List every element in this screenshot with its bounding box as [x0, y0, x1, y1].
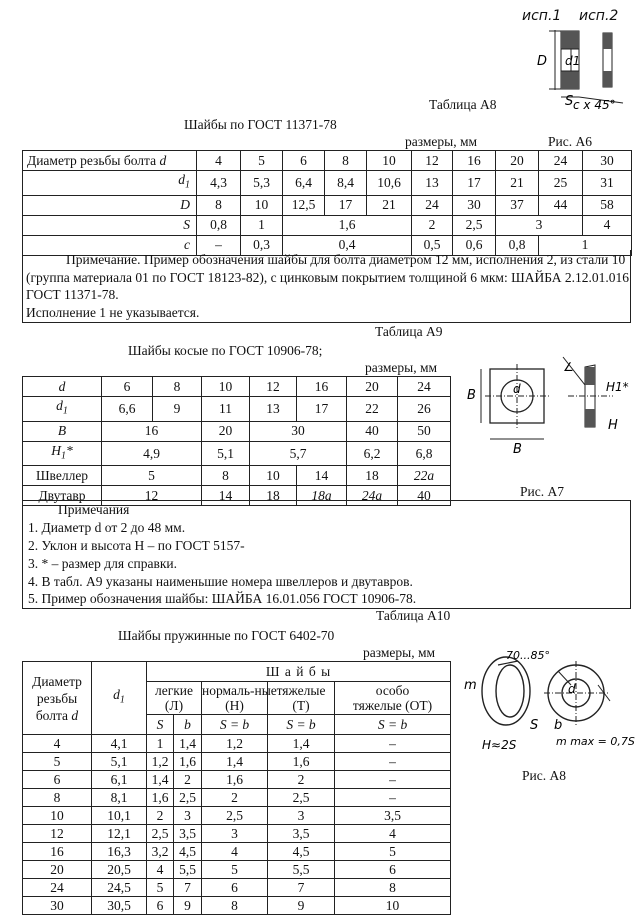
cell: 5	[23, 753, 92, 771]
a10-group-light	[147, 682, 202, 715]
cell: 1,2	[202, 735, 268, 753]
cell: 10,1	[92, 807, 147, 825]
cell: 8	[202, 897, 268, 915]
cell: 8	[202, 466, 250, 486]
cell: 5	[102, 466, 202, 486]
cell: 8	[23, 789, 92, 807]
cell: 24	[23, 879, 92, 897]
table-row	[23, 735, 451, 753]
note-item: 1. Диаметр d от 2 до 48 мм.	[28, 520, 186, 535]
table-row	[23, 377, 451, 397]
note-item: 3. * – размер для справки.	[28, 556, 177, 571]
cell: 14	[297, 466, 347, 486]
a10-col-head	[23, 662, 92, 735]
cell: 8	[197, 195, 241, 215]
cell: 3	[174, 807, 202, 825]
cell: 13	[250, 397, 297, 422]
table-a8-label: Таблица А8	[429, 97, 497, 112]
note-item: 4. В табл. А9 указаны наименьшие номера швеллеров и двутавров.	[28, 574, 413, 589]
cell: 2	[268, 771, 335, 789]
cell: 22a	[398, 466, 451, 486]
table-a8-title: Шайбы по ГОСТ 11371-78	[184, 117, 337, 132]
a8-sym-D: D	[23, 195, 197, 215]
cell: 12	[412, 151, 453, 171]
washer-oblique-drawing	[463, 355, 635, 465]
a10-body	[23, 735, 451, 915]
a10-h-Sb: S = b	[268, 715, 335, 735]
a10-group-normal	[202, 682, 277, 715]
cell: 24a	[347, 486, 398, 506]
drawing-angle: 70...85°	[506, 649, 550, 662]
cell: 16,3	[92, 843, 147, 861]
g: тяжелые	[276, 683, 326, 698]
cell: 4	[147, 861, 174, 879]
cell: 4	[202, 843, 268, 861]
cell: 4,5	[174, 843, 202, 861]
cell: 0,4	[283, 235, 412, 255]
a9-sym-H1: $H_1*$	[23, 441, 102, 466]
cell: 8,1	[92, 789, 147, 807]
cell: 20	[347, 377, 398, 397]
cell: 10	[23, 807, 92, 825]
cell: 8	[325, 151, 367, 171]
cell: 16	[23, 843, 92, 861]
cell: 5	[202, 861, 268, 879]
a10-washers-head: Ш а й б ы	[147, 662, 451, 682]
cell: 16	[102, 421, 202, 441]
cell: 21	[367, 195, 412, 215]
cell: 0,5	[412, 235, 453, 255]
drawing-d: d	[568, 682, 576, 696]
cell: 25	[539, 171, 583, 196]
cell: 8,4	[325, 171, 367, 196]
g: (Л)	[164, 698, 184, 713]
g: особо	[375, 683, 410, 698]
drawing-S: S	[565, 94, 574, 109]
cell: 24	[539, 151, 583, 171]
a10-h-Sb: S = b	[202, 715, 268, 735]
cell: 3	[202, 825, 268, 843]
cell: 10	[250, 466, 297, 486]
fig-a7-label: Рис. А7	[520, 484, 564, 499]
cell: 58	[583, 195, 632, 215]
cell: 2	[147, 807, 174, 825]
drawing-angle: ∠	[563, 360, 574, 374]
table-a10-label: Таблица А10	[376, 608, 451, 623]
table-row	[23, 397, 451, 422]
cell: 5,5	[174, 861, 202, 879]
cell: 2,5	[147, 825, 174, 843]
table-a9	[22, 376, 451, 506]
cell: 40	[398, 486, 451, 506]
cell: 20	[23, 861, 92, 879]
cell: 6,6	[102, 397, 153, 422]
cell: 5	[241, 151, 283, 171]
cell: –	[335, 735, 451, 753]
a10-sym-d1: $d_1$	[92, 662, 147, 735]
table-row	[23, 441, 451, 466]
cell: 2	[174, 771, 202, 789]
a10-head-line: Диаметр	[32, 673, 82, 689]
cell: 24	[398, 377, 451, 397]
cell: 0,6	[453, 235, 496, 255]
cell: 30	[453, 195, 496, 215]
cell: 12,1	[92, 825, 147, 843]
drawing-B-left: B	[467, 388, 476, 403]
cell: 5	[335, 843, 451, 861]
table-a10-title: Шайбы пружинные по ГОСТ 6402-70	[118, 628, 335, 643]
cell: 21	[496, 171, 539, 196]
table-a9-notes-title: Примечания	[58, 502, 130, 517]
table-row	[23, 195, 632, 215]
cell: 6	[202, 879, 268, 897]
cell: 22	[347, 397, 398, 422]
cell: 5,7	[250, 441, 347, 466]
drawing-B-bottom: B	[513, 442, 522, 457]
cell: 3,5	[268, 825, 335, 843]
washer-flat-drawing	[525, 25, 630, 110]
table-row	[23, 897, 451, 915]
cell: 1	[147, 735, 174, 753]
cell: 2,5	[268, 789, 335, 807]
drawing-H1: H1*	[606, 380, 629, 394]
table-a8-note2: Исполнение 1 не указывается.	[26, 305, 200, 320]
cell: 5,3	[241, 171, 283, 196]
drawing-d1: d1	[565, 54, 581, 68]
cell: 14	[202, 486, 250, 506]
cell: 1,6	[147, 789, 174, 807]
table-a9-units: размеры, мм	[365, 360, 438, 375]
g: тяжелые (ОТ)	[352, 698, 433, 713]
cell: 1,2	[147, 753, 174, 771]
g: нормаль-ные	[202, 683, 277, 698]
cell: 1	[241, 215, 283, 235]
cell: 6	[283, 151, 325, 171]
fig-a8-label: Рис. А8	[522, 768, 566, 783]
cell: 6	[102, 377, 153, 397]
cell: 7	[174, 879, 202, 897]
cell: 4,1	[92, 735, 147, 753]
cell: 6,8	[398, 441, 451, 466]
sym: H	[51, 442, 61, 458]
a8-sym-S: S	[23, 215, 197, 235]
cell: 24	[412, 195, 453, 215]
cell: 16	[297, 377, 347, 397]
a8-sym-d1: $d_1$	[23, 171, 197, 196]
cell: 18	[347, 466, 398, 486]
cell: 4,5	[268, 843, 335, 861]
drawing-D: D	[537, 54, 548, 69]
drawing-H: H	[608, 418, 618, 433]
a10-h-b: b	[174, 715, 202, 735]
cell: 50	[398, 421, 451, 441]
cell: 13	[412, 171, 453, 196]
cell: 5,5	[268, 861, 335, 879]
drawing-mmax: m max = 0,7S	[556, 735, 635, 748]
table-row	[23, 825, 451, 843]
star: *	[66, 442, 73, 458]
sym: d	[113, 687, 120, 703]
drawing-b: b	[554, 718, 563, 733]
a8-sym-c: c	[23, 235, 197, 255]
sym: d	[56, 398, 63, 413]
cell: 3,5	[174, 825, 202, 843]
a10-h-Sb: S = b	[335, 715, 451, 735]
a10-head-line: болта	[35, 707, 69, 723]
cell: 30,5	[92, 897, 147, 915]
fig-a6-label: Рис. А6	[548, 134, 592, 149]
a10-group-heavy	[268, 682, 335, 715]
g: (Т)	[292, 698, 310, 713]
drawing-d: d	[513, 382, 521, 396]
note-item: 5. Пример обозначения шайбы: ШАЙБА 16.01.056 ГОСТ 10906-78.	[28, 591, 417, 606]
cell: 17	[325, 195, 367, 215]
cell: –	[335, 753, 451, 771]
cell: 5,1	[92, 753, 147, 771]
cell: 6	[23, 771, 92, 789]
cell: 20	[496, 151, 539, 171]
cell: 40	[347, 421, 398, 441]
cell: 1,4	[147, 771, 174, 789]
cell: 12	[250, 377, 297, 397]
cell: 0,8	[496, 235, 539, 255]
a9-row-shveller: Швеллер	[23, 466, 102, 486]
cell: 1,6	[202, 771, 268, 789]
cell: 4,9	[102, 441, 202, 466]
table-row	[23, 215, 632, 235]
g: легкие	[154, 683, 194, 698]
cell: 2	[202, 789, 268, 807]
cell: 4	[335, 825, 451, 843]
cell: 10	[241, 195, 283, 215]
a9-sym-d: d	[23, 377, 102, 397]
a8-head: Диаметр резьбы болта	[27, 152, 157, 168]
cell: 17	[453, 171, 496, 196]
a10-sym-d: d	[71, 707, 79, 723]
a8-sym-d: d	[159, 152, 167, 168]
a9-sym-d1: $d_1$	[23, 397, 102, 422]
cell: 4,3	[197, 171, 241, 196]
cell: 4	[23, 735, 92, 753]
cell: 17	[297, 397, 347, 422]
cell: 1,6	[268, 753, 335, 771]
cell: 6,2	[347, 441, 398, 466]
table-row	[23, 771, 451, 789]
cell: 1,4	[202, 753, 268, 771]
table-row	[23, 789, 451, 807]
cell: 30	[583, 151, 632, 171]
a10-head-line: резьбы	[36, 690, 78, 706]
table-row	[23, 807, 451, 825]
cell: 0,8	[197, 215, 241, 235]
cell: 3,5	[335, 807, 451, 825]
table-a10	[22, 661, 451, 915]
cell: 9	[268, 897, 335, 915]
cell: –	[197, 235, 241, 255]
drawing-H: H≈2S	[482, 738, 517, 752]
table-row	[23, 843, 451, 861]
sym: d	[178, 172, 185, 187]
cell: 6	[335, 861, 451, 879]
note-item: 2. Уклон и высота H – по ГОСТ 5157-	[28, 538, 245, 553]
table-a8-note: Примечание. Пример обозначения шайбы для болта диаметром 12 мм, исполнения 2, из стали 10 (группа материала 01 по ГОСТ 18123-82), с цинковым покрытием толщиной 6 мкм: ШАЙБА 2.12.01.016 ГОСТ 11371-78.	[26, 252, 630, 302]
table-row	[23, 861, 451, 879]
a10-h-S: S	[147, 715, 174, 735]
cell: 11	[202, 397, 250, 422]
cell: 2	[412, 215, 453, 235]
table-a8-units: размеры, мм	[405, 134, 478, 149]
cell: 8	[335, 879, 451, 897]
cell: 18a	[297, 486, 347, 506]
cell: –	[335, 771, 451, 789]
drawing-c45: c x 45°	[573, 98, 616, 112]
cell: 26	[398, 397, 451, 422]
washer-spring-drawing	[458, 645, 638, 765]
cell: 9	[174, 897, 202, 915]
cell: 2,5	[174, 789, 202, 807]
cell: 3	[268, 807, 335, 825]
cell: 5,1	[202, 441, 250, 466]
cell: 4	[583, 215, 632, 235]
cell: 1,6	[283, 215, 412, 235]
cell: 12	[102, 486, 202, 506]
drawing-label-isp2: исп.2	[579, 8, 619, 24]
cell: 10	[335, 897, 451, 915]
table-a10-units: размеры, мм	[363, 645, 436, 660]
cell: 1,6	[174, 753, 202, 771]
cell: 37	[496, 195, 539, 215]
cell: 10,6	[367, 171, 412, 196]
cell: 20,5	[92, 861, 147, 879]
drawing-m: m	[464, 678, 477, 693]
cell: 10	[202, 377, 250, 397]
cell: 6,1	[92, 771, 147, 789]
table-row	[23, 466, 451, 486]
table-row	[23, 879, 451, 897]
table-row	[23, 171, 632, 196]
cell: 20	[202, 421, 250, 441]
cell: 18	[250, 486, 297, 506]
cell: 4	[197, 151, 241, 171]
cell: 0,3	[241, 235, 283, 255]
table-row	[23, 421, 451, 441]
cell: 31	[583, 171, 632, 196]
cell: 3,2	[147, 843, 174, 861]
table-row	[23, 662, 451, 682]
cell: 10	[367, 151, 412, 171]
table-row	[23, 753, 451, 771]
table-a8	[22, 150, 632, 256]
a8-head-cell	[23, 151, 197, 171]
cell: 30	[23, 897, 92, 915]
cell: 16	[453, 151, 496, 171]
cell: 7	[268, 879, 335, 897]
cell: 6,4	[283, 171, 325, 196]
cell: 1,4	[174, 735, 202, 753]
table-a9-label: Таблица А9	[375, 324, 443, 339]
cell: 2,5	[453, 215, 496, 235]
cell: 44	[539, 195, 583, 215]
cell: 12,5	[283, 195, 325, 215]
cell: 1,4	[268, 735, 335, 753]
a10-group-extra	[335, 682, 451, 715]
cell: 5	[147, 879, 174, 897]
a9-row-dvutavr: Двутавр	[23, 486, 102, 506]
drawing-S: S	[530, 718, 539, 733]
g: (Н)	[225, 698, 244, 713]
cell: 8	[153, 377, 202, 397]
table-a9-title: Шайбы косые по ГОСТ 10906-78;	[128, 343, 323, 358]
cell: 9	[153, 397, 202, 422]
drawing-label-isp1: исп.1	[522, 8, 562, 24]
cell: 12	[23, 825, 92, 843]
cell: 2,5	[202, 807, 268, 825]
cell: 30	[250, 421, 347, 441]
cell: 1	[539, 235, 632, 255]
a9-sym-B: B	[23, 421, 102, 441]
cell: 24,5	[92, 879, 147, 897]
cell: 6	[147, 897, 174, 915]
table-row	[23, 151, 632, 171]
cell: 3	[496, 215, 583, 235]
cell: –	[335, 789, 451, 807]
